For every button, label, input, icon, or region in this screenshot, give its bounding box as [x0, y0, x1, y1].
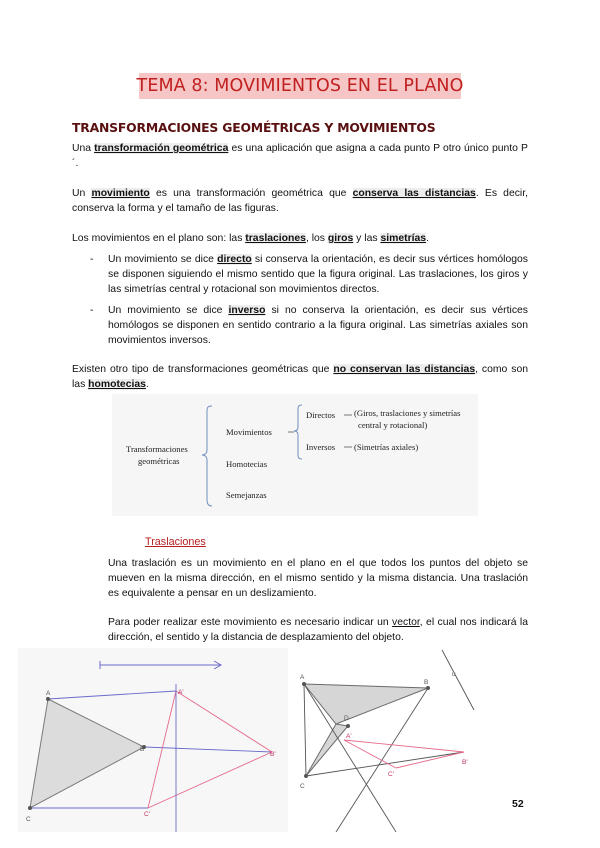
keyword-movimiento: movimiento — [91, 188, 150, 199]
diagram-movimientos: Movimientos — [226, 427, 272, 437]
paragraph-definition — [72, 141, 528, 171]
keyword-no-conservan: no conservan las distancias — [333, 364, 476, 375]
keyword-traslaciones: traslaciones — [245, 233, 306, 244]
label-a-prime: A' — [178, 689, 184, 696]
text: , como son las — [72, 364, 529, 390]
text: Para poder realizar este movimiento es necesario indicar un — [108, 617, 393, 628]
diagram-semejanzas: Semejanzas — [226, 490, 267, 500]
bullet-dash: - — [90, 305, 94, 316]
keyword-vector: vector — [392, 617, 420, 628]
diagram-directos: Directos — [306, 410, 336, 420]
figure-background — [292, 648, 492, 832]
text: es una transformación geométrica que — [149, 188, 353, 199]
paragraph-homotecias — [72, 362, 528, 392]
keyword-simetrias: simetrías — [380, 233, 427, 244]
text: Un movimiento se dice — [108, 254, 218, 265]
point-a — [46, 697, 50, 701]
text: . — [145, 379, 149, 390]
page-number: 52 — [512, 798, 524, 810]
label-b-prime: B' — [462, 759, 468, 766]
label-c-prime: C' — [388, 771, 394, 778]
text: , los — [305, 233, 328, 244]
paragraph-traslacion: Una traslación es un movimiento en el plano en el que todos los puntos del objeto se mueven en la misma dirección, en el mismo sentido y la misma distancia. Una traslación es equivalente a pensar en un deslizamiento. — [108, 558, 528, 599]
label-a-prime: A' — [346, 733, 352, 740]
point-a — [302, 682, 306, 686]
text: y las — [353, 233, 381, 244]
translation-figure-1 — [18, 648, 288, 832]
paragraph-tipos — [72, 231, 528, 246]
text: . Es decir, conserva la forma y el tamaño de las figuras. — [72, 188, 529, 214]
text: Un — [72, 188, 92, 199]
keyword-directo: directo — [217, 254, 252, 265]
paragraph-movimiento — [72, 186, 528, 216]
text: . — [426, 233, 429, 244]
paragraph-vector — [108, 615, 528, 645]
diagram-inversos: Inversos — [306, 442, 336, 452]
keyword-conserva-distancias: conserva las distancias — [352, 188, 476, 199]
point-c — [28, 806, 32, 810]
text: Un movimiento se dice — [108, 305, 229, 316]
keyword-homotecias: homotecias — [88, 379, 146, 390]
label-d: D — [344, 715, 349, 722]
text: es una aplicación que asigna a cada punto P otro único punto P´. — [72, 143, 528, 169]
diagram-directos-desc1: (Giros, traslaciones y simetrías — [354, 408, 461, 418]
keyword-transformacion: transformación geométrica — [94, 143, 229, 154]
bullet-inverso — [90, 303, 528, 348]
text: Los movimientos en el plano son: las — [72, 233, 246, 244]
diagram-directos-desc2: central y rotacional) — [358, 420, 428, 430]
classification-diagram — [112, 394, 478, 516]
keyword-giros: giros — [327, 233, 354, 244]
keyword-inverso: inverso — [228, 305, 266, 316]
label-c: C — [300, 783, 305, 790]
text: si no conserva la orientación, es decir sus vértices homólogos se disponen en sentido contrario a la figura original. Las simetrías axiales son movimientos inversos. — [108, 305, 528, 346]
text: Una — [72, 143, 95, 154]
diagram-brace-main — [202, 406, 212, 506]
label-b: B — [140, 746, 145, 753]
point-b — [426, 686, 430, 690]
page-title: TEMA 8: MOVIMIENTOS EN EL PLANO — [136, 76, 464, 96]
section-title: TRANSFORMACIONES GEOMÉTRICAS Y MOVIMIENTOS — [72, 120, 436, 135]
bullet-dash: - — [90, 254, 94, 265]
label-c-prime: C' — [144, 811, 150, 818]
label-b-prime: B' — [270, 751, 276, 758]
translation-figure-2 — [292, 648, 492, 832]
text: si conserva la orientación, es decir sus vértices homólogos se disponen siguiendo el mismo sentido que la figura original. Las traslaciones, los giros y las simetrías central y rotacional son movimientos directos. — [108, 254, 529, 295]
diagram-root-line1: Transformaciones — [126, 444, 188, 454]
text: , el cual nos indicará la dirección, el sentido y la distancia de desplazamiento del objeto. — [108, 617, 528, 643]
diagram-inversos-desc: (Simetrías axiales) — [354, 442, 419, 452]
bullet-directo — [90, 252, 529, 297]
title-banner — [136, 73, 464, 99]
label-u: u — [452, 671, 456, 678]
point-c — [304, 774, 308, 778]
label-a: A — [46, 690, 51, 697]
subsection-traslaciones: Traslaciones — [145, 536, 206, 548]
point-d — [346, 724, 350, 728]
label-c: C — [26, 816, 31, 823]
label-b: B — [424, 679, 429, 686]
diagram-root-line2: geométricas — [138, 456, 180, 466]
diagram-brace-movimientos — [294, 405, 302, 459]
label-a: A — [300, 674, 305, 681]
text: Existen otro tipo de transformaciones geométricas que — [72, 364, 334, 375]
diagram-homotecias: Homotecias — [226, 459, 268, 469]
